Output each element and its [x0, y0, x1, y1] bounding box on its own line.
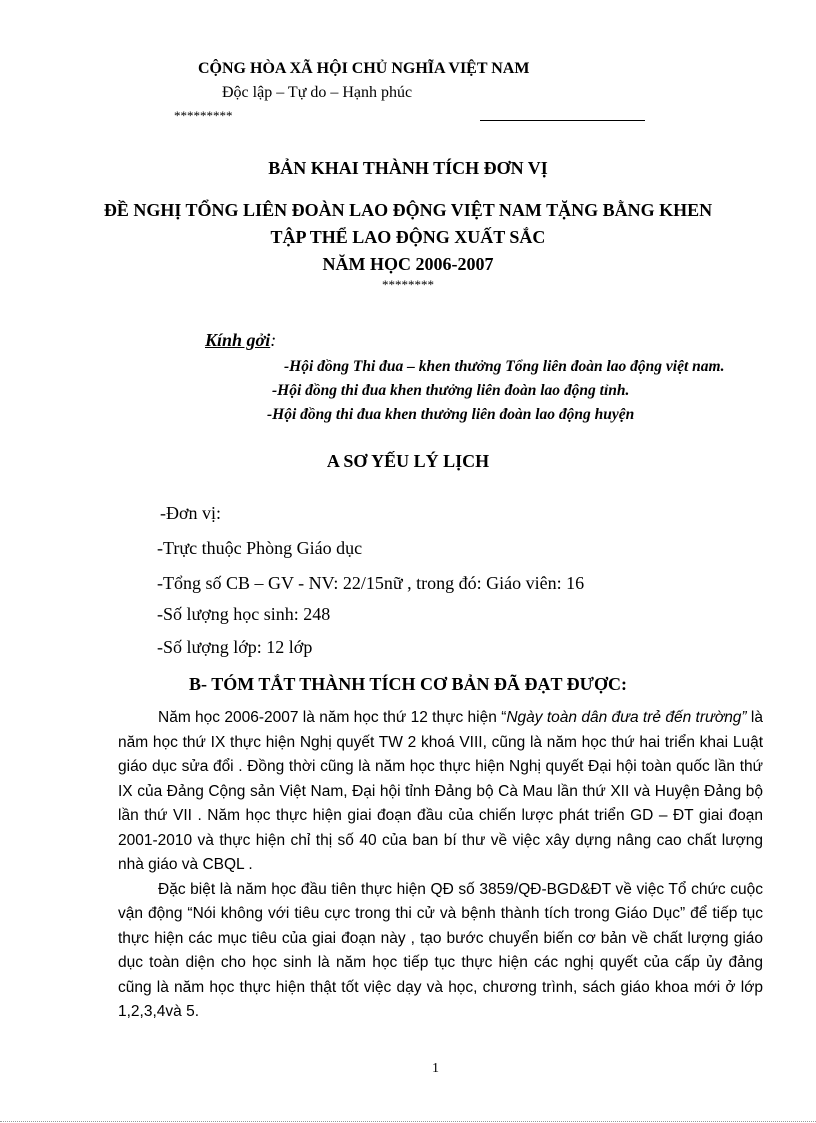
- header-underline: [480, 120, 645, 121]
- field-class-count: -Số lượng lớp: 12 lớp: [157, 637, 313, 657]
- title-line-4: NĂM HỌC 2006-2007: [322, 254, 494, 274]
- section-b-body: [118, 706, 763, 1025]
- paragraph-1-quote: Ngày toàn dân đưa trẻ đến trường”: [506, 709, 747, 726]
- recipient-2: -Hội đồng thi đua khen thưởng liên đoàn lao động tỉnh.: [272, 382, 630, 399]
- paragraph-1-start: Năm học 2006-2007 là năm học thứ 12 thực hiện “: [158, 709, 507, 726]
- country-name: CỘNG HÒA XÃ HỘI CHỦ NGHĨA VIỆT NAM: [198, 60, 530, 77]
- recipient-1: -Hội đồng Thi đua – khen thưởng Tổng liên đoàn lao động việt nam.: [284, 358, 725, 375]
- paragraph-2: Đặc biệt là năm học đầu tiên thực hiện QĐ số 3859/QĐ-BGD&ĐT về việc Tổ chức cuộc vận động “Nói không với tiêu cực trong thi cử và bệnh thành tích trong Giáo Dục” để tiếp tục thực hiện các mục tiêu của giai đoạn này , tạo bước chuyển biến cơ bản về chất lượng giáo dục toàn diện cho học sinh là năm học tiếp tục thực hiện các nghị quyết của cấp ủy đảng cũng là năm học thực hiện thật tốt việc dạy và học, chương trình, sách giáo khoa mới ở lớp 1,2,3,4và 5.: [118, 880, 763, 1020]
- paragraph-1-rest: là năm học thứ IX thực hiện Nghị quyết TW 2 khoá VIII, cũng là năm học thứ hai triển khai Luật giáo dục sửa đổi . Đồng thời cũng là năm học thực hiện Nghị quyết Đại hội toàn quốc lần thứ IX của Đảng Cộng sản Việt Nam, Đại hội tỉnh Đảng bộ Cà Mau lần thứ XII và Huyện Đảng bộ lần thứ VII . Năm học thực hiện giai đoạn đầu của chiến lược phát triển GD – ĐT giai đoạn 2001-2010 và thực hiện chỉ thị số 40 của ban bí thư về việc xây dựng nâng cao chất lượng nhà giáo và CBQL .: [118, 709, 763, 873]
- field-unit: -Đơn vị:: [160, 503, 222, 523]
- field-staff-count: -Tổng số CB – GV - NV: 22/15nữ , trong đó: Giáo viên: 16: [157, 573, 585, 593]
- section-b-heading: B- TÓM TẮT THÀNH TÍCH CƠ BẢN ĐÃ ĐẠT ĐƯỢC:: [189, 674, 627, 694]
- recipients-label-colon: :: [270, 330, 277, 350]
- page-number: 1: [432, 1061, 439, 1076]
- page-bottom-border: [0, 1121, 816, 1122]
- section-a-heading: A SƠ YẾU LÝ LỊCH: [326, 451, 490, 471]
- field-student-count: -Số lượng học sinh: 248: [157, 604, 331, 624]
- document-title: BẢN KHAI THÀNH TÍCH ĐƠN VỊ: [268, 158, 548, 178]
- recipient-3: -Hội đồng thi đua khen thưởng liên đoàn lao động huyện: [267, 406, 635, 423]
- paragraph-1: [118, 706, 763, 878]
- title-line-2: ĐỀ NGHỊ TỔNG LIÊN ĐOÀN LAO ĐỘNG VIỆT NAM TẶNG BẰNG KHEN: [103, 200, 713, 220]
- title-line-3: TẬP THỂ LAO ĐỘNG XUẤT SẮC: [270, 227, 546, 247]
- field-affiliation: -Trực thuộc Phòng Giáo dục: [157, 538, 363, 558]
- title-stars: ********: [382, 277, 434, 292]
- recipients-label-text: Kính gởi: [205, 330, 271, 350]
- national-motto: Độc lập – Tự do – Hạnh phúc: [222, 84, 413, 101]
- header-stars: *********: [174, 108, 233, 123]
- recipients-label: [205, 330, 276, 351]
